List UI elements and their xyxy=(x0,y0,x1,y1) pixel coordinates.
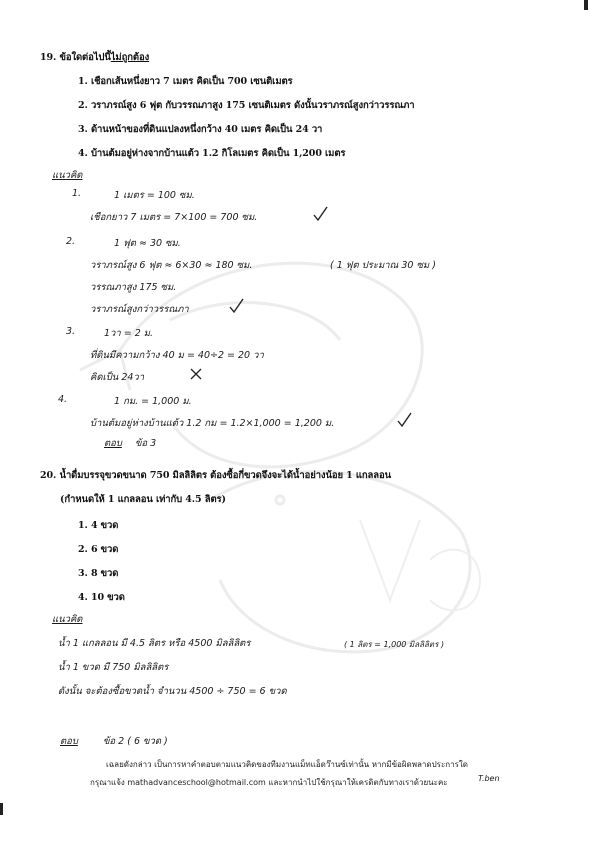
q19-step4-line-b: บ้านต้มอยู่ห่างบ้านแต้ว 1.2 กม = 1.2×1,000 = 1,200 ม. xyxy=(90,418,335,429)
author-signature: T.ben xyxy=(478,774,500,783)
choice-text: วราภรณ์สูง 6 ฟุต กับวรรณภาสูง 175 เซนติเมตร ดังนั้นวราภรณ์สูงกว่าวรรณภา xyxy=(90,100,415,111)
q19-step1-line-a: 1 เมตร = 100 ซม. xyxy=(114,190,195,201)
choice-text: บ้านต้มอยู่ห่างจากบ้านแต้ว 1.2 กิโลเมตร คิดเป็น 1,200 เมตร xyxy=(90,148,346,159)
answer-label: ตอบ xyxy=(60,736,78,747)
scan-mark xyxy=(584,0,588,10)
q19-number: 19. xyxy=(40,52,57,63)
q20-work-note: ( 1 ลิตร = 1,000 มิลลิลิตร ) xyxy=(344,640,445,649)
q20-work-line-3: ดังนั้น จะต้องซื้อขวดน้ำ จำนวน 4500 ÷ 750 = 6 ขวด xyxy=(58,686,287,697)
q20-choice-1 xyxy=(78,518,118,533)
q19-choice-2 xyxy=(78,98,414,113)
q19-prompt: ข้อใดต่อไปนี้ xyxy=(59,52,111,63)
answer-value: ข้อ 2 ( 6 ขวด ) xyxy=(102,736,168,747)
choice-text: 6 ขวด xyxy=(90,544,119,555)
q19-solution-label: แนวคิด xyxy=(52,170,83,181)
q20-hint: (กำหนดให้ 1 แกลลอน เท่ากับ 4.5 ลิตร) xyxy=(60,494,226,505)
q20-choice-2 xyxy=(78,542,118,557)
q19-answer xyxy=(104,436,156,451)
answer-value: ข้อ 3 xyxy=(134,438,157,449)
q19-step3-line-b: ที่ดินมีความกว้าง 40 ม = 40÷2 = 20 วา xyxy=(90,350,264,361)
q20-prompt: น้ำดื่มบรรจุขวดขนาด 750 มิลลิลิตร ต้องซื้อกี่ขวดจึงจะได้น้ำอย่างน้อย 1 แกลลอน xyxy=(59,470,391,481)
choice-text: เชือกเส้นหนึ่งยาว 7 เมตร คิดเป็น 700 เซนติเมตร xyxy=(90,76,293,87)
choice-number: 3. xyxy=(78,568,88,579)
q19-choice-4 xyxy=(78,146,345,161)
q19-step4-line-a: 1 กม. = 1,000 ม. xyxy=(114,396,192,407)
q20-choice-3 xyxy=(78,566,118,581)
q19-prompt-emphasis: ไม่ถูกต้อง xyxy=(110,52,150,63)
choice-number: 4. xyxy=(78,592,88,603)
q20-answer xyxy=(60,734,168,749)
choice-text: 4 ขวด xyxy=(90,520,119,531)
choice-text: 10 ขวด xyxy=(90,592,125,603)
q19-step1-number: 1. xyxy=(72,188,82,199)
q19-step3-line-a: 1วา = 2 ม. xyxy=(104,328,154,339)
q19-heading xyxy=(40,50,149,65)
cross-mark-icon xyxy=(190,368,202,380)
choice-number: 2. xyxy=(78,100,88,111)
choice-text: ด้านหน้าของที่ดินแปลงหนึ่งกว้าง 40 เมตร คิดเป็น 24 วา xyxy=(90,124,323,135)
check-mark-icon xyxy=(312,206,328,222)
q19-step3-number: 3. xyxy=(66,326,76,337)
q19-step4-number: 4. xyxy=(58,394,68,405)
q20-work-line-2: น้ำ 1 ขวด มี 750 มิลลิลิตร xyxy=(58,662,169,673)
q19-choice-1 xyxy=(78,74,293,89)
q19-step2-line-a: 1 ฟุต ≈ 30 ซม. xyxy=(114,238,181,249)
q20-heading xyxy=(40,468,391,483)
q19-step2-line-c: วรรณภาสูง 175 ซม. xyxy=(90,282,177,293)
choice-number: 4. xyxy=(78,148,88,159)
q20-choice-4 xyxy=(78,590,125,605)
choice-number: 3. xyxy=(78,124,88,135)
q19-step2-number: 2. xyxy=(66,236,76,247)
q20-solution-label: แนวคิด xyxy=(52,614,83,625)
q19-step3-line-c: คิดเป็น 24วา xyxy=(90,372,145,383)
scan-mark xyxy=(0,803,3,815)
q19-step2-line-d: วราภรณ์สูงกว่าวรรณภา xyxy=(90,304,189,315)
choice-number: 1. xyxy=(78,520,88,531)
footer-disclaimer: เฉลยดังกล่าว เป็นการหาคำตอบตามแนวคิดของทีมงานแม็ทแอ็ดว๊านซ์เท่านั้น หากมีข้อผิดพลาดประการใด xyxy=(106,760,468,769)
answer-label: ตอบ xyxy=(104,438,122,449)
choice-number: 1. xyxy=(78,76,88,87)
q19-step2-note: ( 1 ฟุต ประมาณ 30 ซม ) xyxy=(330,260,436,271)
check-mark-icon xyxy=(228,298,244,314)
footer-contact: กรุณาแจ้ง mathadvanceschool@hotmail.com และหากนำไปใช้กรุณาให้เครดิตกับทางเราด้วยนะคะ xyxy=(90,778,448,787)
choice-number: 2. xyxy=(78,544,88,555)
choice-text: 8 ขวด xyxy=(90,568,119,579)
q20-number: 20. xyxy=(40,470,57,481)
q19-step2-line-b: วราภรณ์สูง 6 ฟุต ≈ 6×30 ≈ 180 ซม. xyxy=(90,260,253,271)
q20-work-line-1: น้ำ 1 แกลลอน มี 4.5 ลิตร หรือ 4500 มิลลิลิตร xyxy=(58,638,251,649)
q19-choice-3 xyxy=(78,122,322,137)
check-mark-icon xyxy=(396,412,412,428)
q19-step1-line-b: เชือกยาว 7 เมตร = 7×100 = 700 ซม. xyxy=(90,212,258,223)
